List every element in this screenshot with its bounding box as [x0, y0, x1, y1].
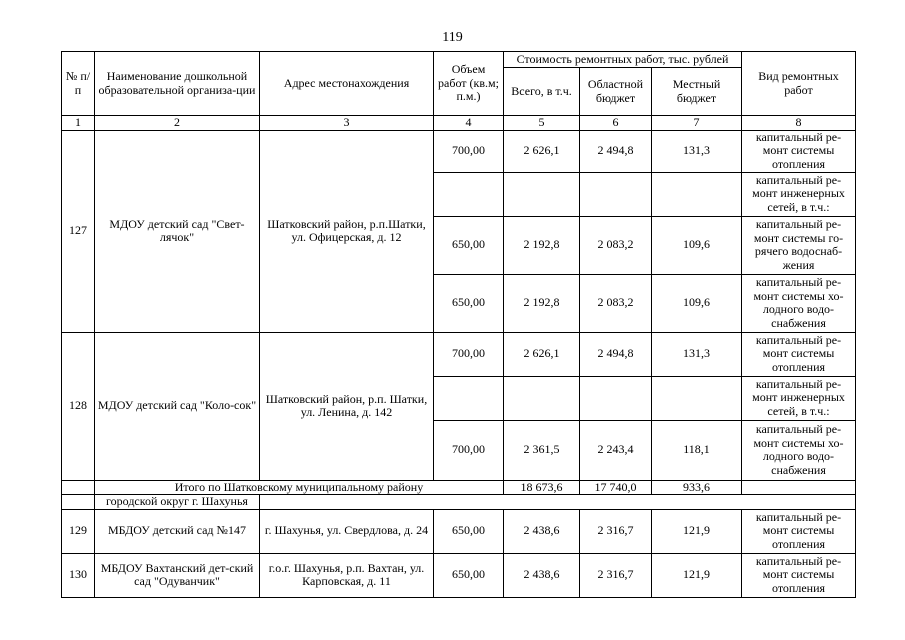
volume-cell: 700,00 [434, 130, 504, 172]
volume-cell: 650,00 [434, 509, 504, 553]
subtotal-regional: 17 740,0 [580, 480, 652, 495]
work-type-cell: капитальный ре- монт системы отопления [742, 332, 856, 376]
work-type-cell: капитальный ре- монт системы отопления [742, 130, 856, 172]
col-num-7: 7 [652, 116, 742, 131]
col-num-1: 1 [62, 116, 95, 131]
table-row [62, 509, 856, 553]
total-cell [504, 376, 580, 420]
col-num-8: 8 [742, 116, 856, 131]
work-type-cell: капитальный ре- монт системы отопления [742, 553, 856, 597]
institution-address: Шатковский район, р.п.Шатки, ул. Офицерская, д. 12 [260, 130, 434, 332]
work-type-cell: капитальный ре- монт инженерных сетей, в т.ч.: [742, 172, 856, 216]
institution-name: МБДОУ Вахтанский дет-ский сад "Одуванчик" [95, 553, 260, 597]
regional-cell: 2 494,8 [580, 332, 652, 376]
subtotal-local: 933,6 [652, 480, 742, 495]
col-num-4: 4 [434, 116, 504, 131]
regional-cell [580, 172, 652, 216]
subtotal-row [62, 480, 856, 495]
local-cell: 109,6 [652, 216, 742, 274]
total-cell: 2 192,8 [504, 216, 580, 274]
institution-address: Шатковский район, р.п. Шатки, ул. Ленина, д. 142 [260, 332, 434, 480]
header-row-1 [62, 52, 856, 68]
institution-name: МБДОУ детский сад №147 [95, 509, 260, 553]
volume-cell: 650,00 [434, 216, 504, 274]
total-cell [504, 172, 580, 216]
table-row [62, 130, 856, 172]
header-total: Всего, в т.ч. [504, 68, 580, 116]
local-cell: 131,3 [652, 130, 742, 172]
subtotal-label: Итого по Шатковскому муниципальному району [95, 480, 504, 495]
header-address: Адрес местонахождения [260, 52, 434, 116]
total-cell: 2 438,6 [504, 509, 580, 553]
institution-name: МДОУ детский сад "Свет-лячок" [95, 130, 260, 332]
regional-cell [580, 376, 652, 420]
total-cell: 2 361,5 [504, 420, 580, 480]
regional-cell: 2 494,8 [580, 130, 652, 172]
volume-cell: 650,00 [434, 553, 504, 597]
header-volume: Объем работ (кв.м; п.м.) [434, 52, 504, 116]
table-row [62, 553, 856, 597]
regional-cell: 2 083,2 [580, 274, 652, 332]
local-cell: 121,9 [652, 509, 742, 553]
total-cell: 2 438,6 [504, 553, 580, 597]
column-number-row [62, 116, 856, 131]
work-type-cell: капитальный ре- монт инженерных сетей, в т.ч.: [742, 376, 856, 420]
subtotal-total: 18 673,6 [504, 480, 580, 495]
col-num-3: 3 [260, 116, 434, 131]
volume-cell [434, 172, 504, 216]
institution-name: МДОУ детский сад "Коло-сок" [95, 332, 260, 480]
volume-cell: 700,00 [434, 332, 504, 376]
header-cost-group: Стоимость ремонтных работ, тыс. рублей [504, 52, 742, 68]
row-num: 129 [62, 509, 95, 553]
local-cell: 109,6 [652, 274, 742, 332]
col-num-6: 6 [580, 116, 652, 131]
total-cell: 2 626,1 [504, 130, 580, 172]
local-cell [652, 172, 742, 216]
district-row [62, 495, 856, 510]
header-regional: Областной бюджет [580, 68, 652, 116]
work-type-cell: капитальный ре- монт системы го- рячего водоснаб- жения [742, 216, 856, 274]
row-num: 130 [62, 553, 95, 597]
local-cell: 131,3 [652, 332, 742, 376]
row-num: 127 [62, 130, 95, 332]
volume-cell: 700,00 [434, 420, 504, 480]
total-cell: 2 192,8 [504, 274, 580, 332]
header-name: Наименование дошкольной образовательной организа-ции [95, 52, 260, 116]
page-number: 119 [442, 30, 463, 45]
total-cell: 2 626,1 [504, 332, 580, 376]
local-cell [652, 376, 742, 420]
repair-costs-table [61, 51, 856, 598]
institution-address: г. Шахунья, ул. Свердлова, д. 24 [260, 509, 434, 553]
local-cell: 121,9 [652, 553, 742, 597]
volume-cell: 650,00 [434, 274, 504, 332]
institution-address: г.о.г. Шахунья, р.п. Вахтан, ул. Карповская, д. 11 [260, 553, 434, 597]
col-num-2: 2 [95, 116, 260, 131]
header-local: Местный бюджет [652, 68, 742, 116]
regional-cell: 2 316,7 [580, 553, 652, 597]
table-row [62, 332, 856, 376]
work-type-cell: капитальный ре- монт системы хо- лодного водо- снабжения [742, 274, 856, 332]
work-type-cell: капитальный ре- монт системы хо- лодного водо- снабжения [742, 420, 856, 480]
local-cell: 118,1 [652, 420, 742, 480]
header-work-type: Вид ремонтных работ [742, 52, 856, 116]
district-label: городской округ г. Шахунья [95, 495, 260, 510]
regional-cell: 2 083,2 [580, 216, 652, 274]
regional-cell: 2 243,4 [580, 420, 652, 480]
work-type-cell: капитальный ре- монт системы отопления [742, 509, 856, 553]
volume-cell [434, 376, 504, 420]
regional-cell: 2 316,7 [580, 509, 652, 553]
header-num: № п/п [62, 52, 95, 116]
row-num: 128 [62, 332, 95, 480]
col-num-5: 5 [504, 116, 580, 131]
